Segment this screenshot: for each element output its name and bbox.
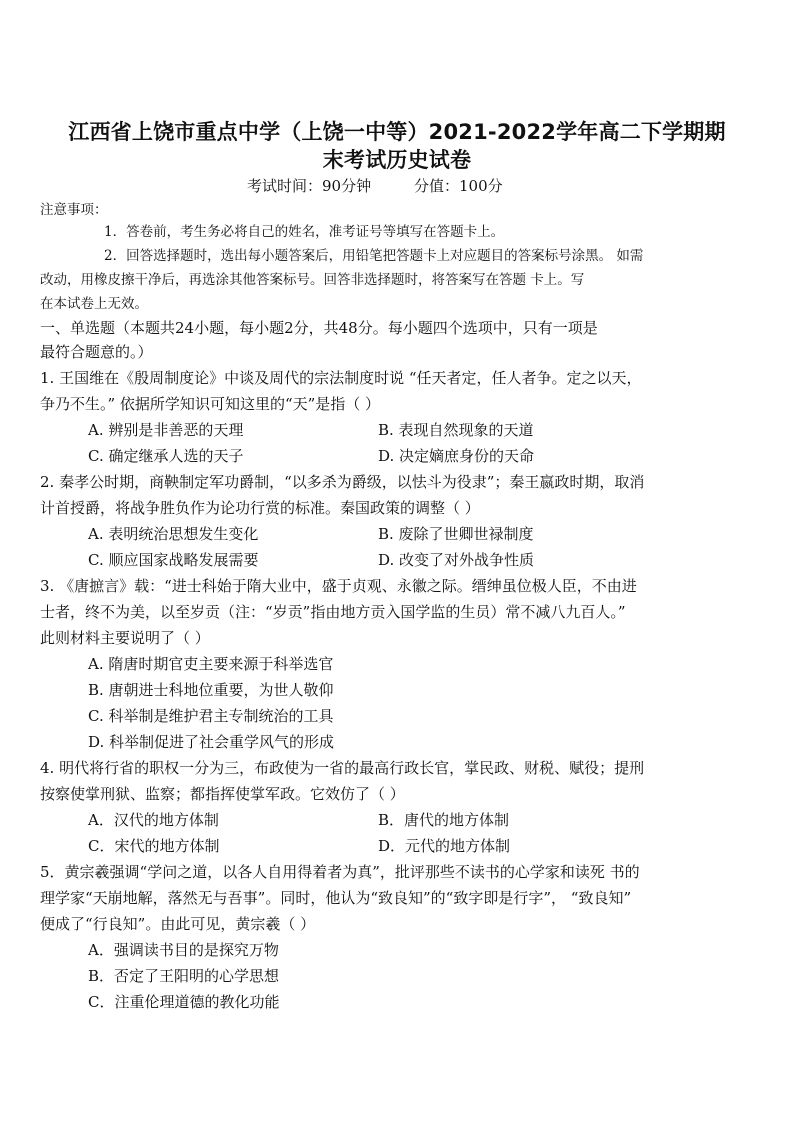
notice-item-1: 1．答卷前，考生务必将自己的姓名，准考证号等填写在答题卡上。 (104, 224, 505, 240)
option-c: C. 科举制是维护君主专制统治的工具 (88, 707, 334, 725)
question-stem: 理学家“天崩地解，落然无与吾事”。同时，他认为“致良知”的“致字即是行字”， “致良知” (40, 889, 632, 907)
question-stem: 4. 明代将行省的职权一分为三，布政使为一省的最高行政长官，掌民政、财税、赋役；提刑 (40, 759, 645, 777)
option-b: B．否定了王阳明的心学思想 (88, 967, 280, 985)
option-b: B. 废除了世卿世禄制度 (378, 525, 534, 543)
option-a: A．汉代的地方体制 (88, 811, 219, 829)
option-c: C．注重伦理道德的教化功能 (88, 993, 280, 1011)
exam-title-line2: 末考试历史试卷 (322, 148, 472, 172)
option-d: D. 决定嫡庶身份的天命 (378, 447, 535, 465)
exam-title-line1: 江西省上饶市重点中学（上饶一中等）2021-2022学年高二下学期期 (68, 120, 726, 144)
section-heading: 一、单选题（本题共24小题，每小题2分，共48分。每小题四个选项中，只有一项是 (40, 319, 598, 337)
option-a: A. 表明统治思想发生变化 (88, 525, 259, 543)
exam-score: 分值：100分 (414, 177, 503, 195)
question-stem: 争乃不生。” 依据所学知识可知这里的“天”是指（ ） (40, 395, 381, 413)
option-b: B. 表现自然现象的天道 (378, 421, 534, 439)
option-d: D．元代的地方体制 (378, 837, 511, 855)
question-stem: 按察使掌刑狱、监察；都指挥使掌军政。它效仿了（ ） (40, 785, 405, 803)
option-a: A. 隋唐时期官吏主要来源于科举选官 (88, 655, 334, 673)
question-stem: 3. 《唐摭言》载：“进士科始于隋大业中，盛于贞观、永徽之际。缙绅虽位极人臣，不由进 (40, 577, 637, 595)
option-b: B. 唐朝进士科地位重要，为世人敬仰 (88, 681, 334, 699)
notice-item-2-cont: 改动，用橡皮擦干净后，再选涂其他答案标号。回答非选择题时，将答案写在答题 卡上。写 (40, 272, 585, 288)
question-stem: 士者，终不为美，以至岁贡（注：“岁贡”指由地方贡入国学监的生员）常不减八九百人。” (40, 603, 626, 621)
notice-item-2: 2．回答选择题时，选出每小题答案后，用铅笔把答题卡上对应题目的答案标号涂黑。 如需 (104, 248, 644, 264)
option-c: C. 确定继承人选的天子 (88, 447, 244, 465)
notice-heading: 注意事项： (40, 202, 108, 218)
option-c: C. 顺应国家战略发展需要 (88, 551, 259, 569)
question-stem: 1. 王国维在《殷周制度论》中谈及周代的宗法制度时说 “任天者定，任人者争。定之以天， (40, 369, 642, 387)
question-stem: 5．黄宗羲强调“学问之道，以各人自用得着者为真”，批评那些不读书的心学家和读死 书的 (40, 863, 640, 881)
option-d: D. 科举制促进了社会重学风气的形成 (88, 733, 335, 751)
option-b: B．唐代的地方体制 (378, 811, 510, 829)
section-heading-cont: 最符合题意的。） (40, 343, 153, 361)
option-a: A. 辨别是非善恶的天理 (88, 421, 244, 439)
question-stem: 2. 秦孝公时期，商鞅制定军功爵制，“以多杀为爵级，以怯斗为役隶”；秦王嬴政时期，取消 (40, 473, 645, 491)
question-stem: 便成了“行良知”。由此可见，黄宗羲（ ） (40, 915, 316, 933)
option-c: C．宋代的地方体制 (88, 837, 220, 855)
question-stem: 此则材料主要说明了（ ） (40, 629, 210, 647)
option-d: D. 改变了对外战争性质 (378, 551, 535, 569)
question-stem: 计首授爵，将战争胜负作为论功行赏的标准。秦国政策的调整（ ） (40, 499, 480, 517)
option-a: A．强调读书目的是探究万物 (88, 941, 279, 959)
notice-item-2-end: 在本试卷上无效。 (40, 296, 148, 312)
exam-time: 考试时间：90分钟 (247, 177, 372, 195)
